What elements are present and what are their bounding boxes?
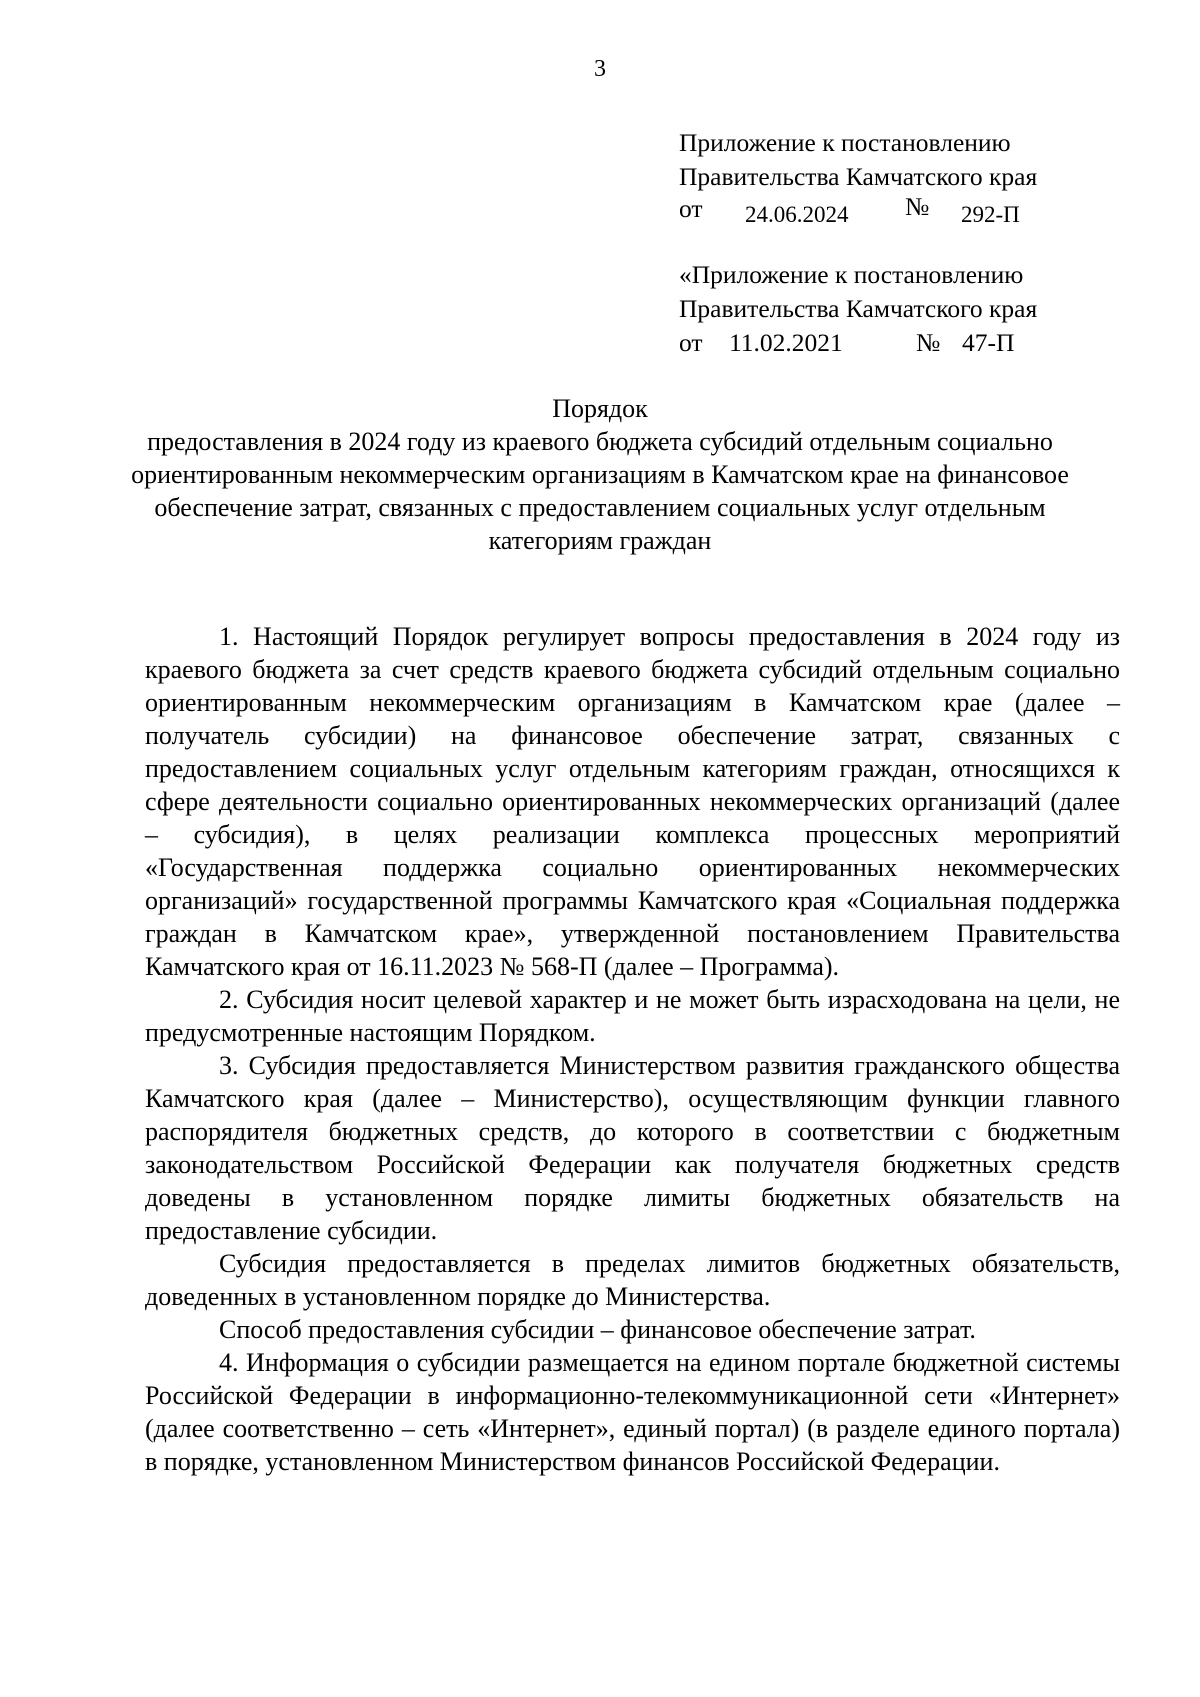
paragraph: Субсидия предоставляется в пределах лимитов бюджетных обязательств, доведенных в установленном порядке до Министерства.: [145, 1249, 1120, 1311]
paragraph: 3. Субсидия предоставляется Министерством развития гражданского общества Камчатского края (далее – Министерство), осуществляющим функции главного распорядителя бюджетных средств, до которого в соответствии с бюджетным законодательством Российской Федерации как получателя бюджетных средств доведены в установленном порядке лимиты бюджетных обязательств на предоставление субсидии.: [145, 1051, 1120, 1245]
paragraph: 2. Субсидия носит целевой характер и не может быть израсходована на цели, не предусмотренные настоящим Порядком.: [145, 985, 1120, 1047]
appendix-number: 47-П: [962, 328, 1015, 357]
paragraph: 1. Настоящий Порядок регулирует вопросы предоставления в 2024 году из краевого бюджета за счет средств краевого бюджета субсидий отдельным социально ориентированным некоммерческим организациям в Камчатском крае (далее – получатель субсидии) на финансовое обеспечение затрат, связанных с предоставлением социальных услуг отдельным категориям граждан, относящихся к сфере деятельности социально ориентированных некоммерческих организаций (далее – субсидия), в целях реализации комплекса процессных мероприятий «Государственная поддержка социально ориентированных некоммерческих организаций» государственной программы Камчатского края «Социальная поддержка граждан в Камчатском крае», утвержденной постановлением Правительства Камчатского края от 16.11.2023 № 568-П (далее – Программа).: [145, 622, 1120, 981]
appendix-number: 292-П: [961, 202, 1020, 227]
appendix-line-2: Правительства Камчатского края: [679, 162, 1038, 191]
from-label: от: [679, 328, 703, 357]
appendix-number-line: [679, 194, 1119, 230]
appendix-line-2: Правительства Камчатского края: [679, 294, 1038, 323]
appendix-current: [679, 126, 1119, 230]
number-sign: №: [905, 192, 930, 221]
document-body: [145, 620, 1120, 1478]
appendix-line-1: «Приложение к постановлению: [679, 260, 1024, 289]
title-heading: Порядок: [552, 394, 648, 423]
title-subtitle: предоставления в 2024 году из краевого бюджета субсидий отдельным социально ориентированным некоммерческим организациям в Камчатском крае на финансовое обеспечение затрат, связанных с предоставлением социальных услуг отдельным категориям граждан: [131, 427, 1069, 555]
from-label: от: [679, 194, 703, 223]
appendix-line-1: Приложение к постановлению: [679, 128, 1011, 157]
page-number: 3: [594, 56, 606, 82]
appendix-date: 24.06.2024: [745, 202, 849, 227]
appendix-date: 11.02.2021: [729, 328, 843, 357]
appendix-number-line: [679, 326, 1119, 362]
document-title: [130, 392, 1070, 557]
appendix-previous: [679, 258, 1119, 362]
paragraph: Способ предоставления субсидии – финансовое обеспечение затрат.: [219, 1315, 976, 1344]
number-sign: №: [916, 328, 941, 357]
paragraph: 4. Информация о субсидии размещается на едином портале бюджетной системы Российской Федерации в информационно-телекоммуникационной сети «Интернет» (далее соответственно – сеть «Интернет», единый портал) (в разделе единого портала) в порядке, установленном Министерством финансов Российской Федерации.: [145, 1348, 1120, 1476]
